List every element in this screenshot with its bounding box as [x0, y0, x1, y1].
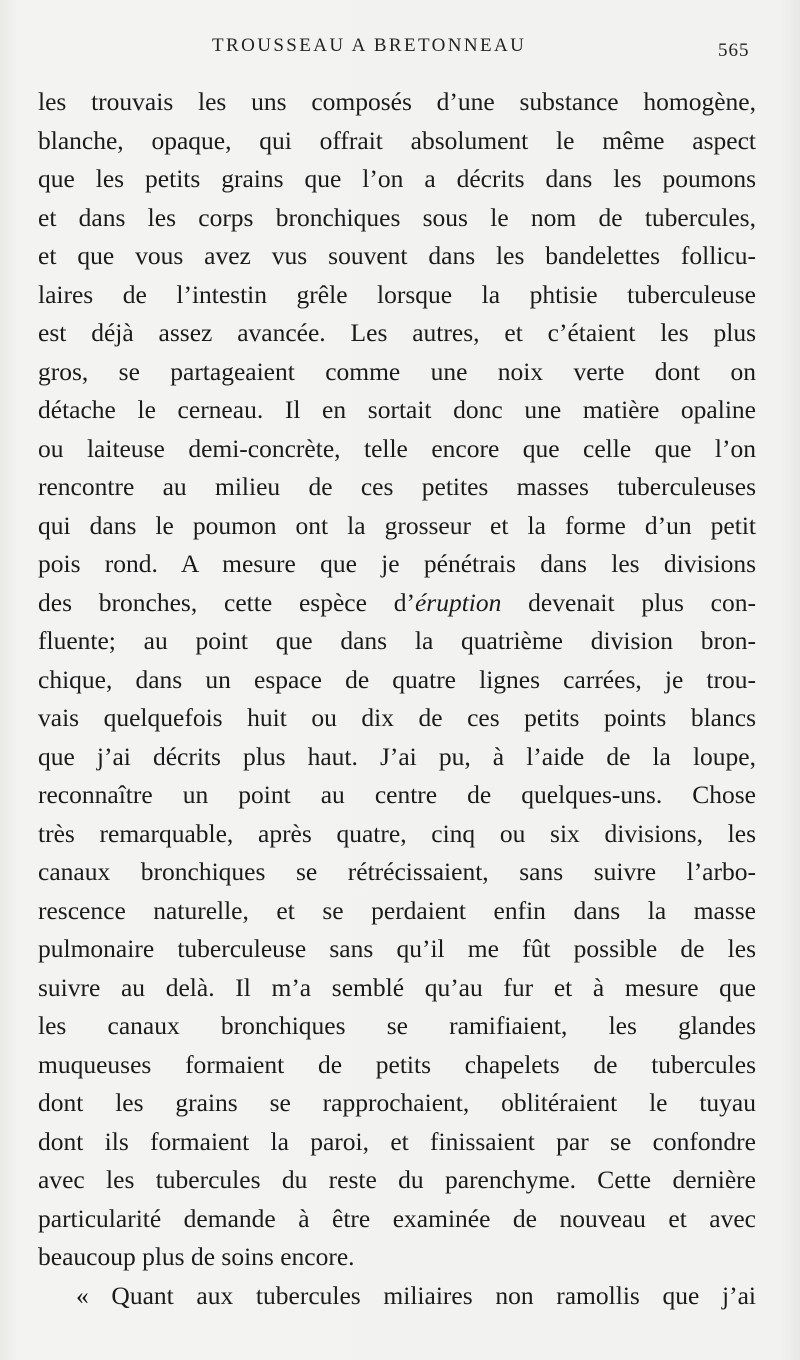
text-segment: des bronches, cette espèce d’: [38, 587, 415, 617]
text-line: dont les grains se rapprochaient, oblitéraient le tuyau: [38, 1088, 756, 1117]
text-line: chique, dans un espace de quatre lignes carrées, je trou-: [38, 664, 756, 694]
text-line: laires de l’intestin grêle lorsque la phtisie tuberculeuse: [38, 279, 756, 309]
text-line: et que vous avez vus souvent dans les bandelettes follicu-: [38, 241, 756, 270]
body-text: [38, 83, 756, 1315]
text-line: est déjà assez avancée. Les autres, et c’étaient les plus: [38, 318, 756, 347]
text-line-with-italic: [38, 584, 756, 623]
running-head-title: TROUSSEAU A BRETONNEAU: [212, 35, 527, 56]
text-line: particularité demande à être examinée de nouveau et avec: [38, 1203, 756, 1233]
text-line: que les petits grains que l’on a décrits dans les poumons: [38, 164, 756, 193]
text-line: les canaux bronchiques se ramifiaient, les glandes: [38, 1011, 756, 1040]
text-line: fluente; au point que dans la quatrième division bron-: [38, 626, 756, 655]
text-line: dont ils formaient la paroi, et finissaient par se confondre: [38, 1126, 756, 1156]
text-line: muqueuses formaient de petits chapelets de tubercules: [38, 1049, 756, 1079]
text-line: avec les tubercules du reste du parenchyme. Cette dernière: [38, 1165, 756, 1194]
text-line: vais quelquefois huit ou dix de ces petits points blancs: [38, 703, 756, 732]
text-line: très remarquable, après quatre, cinq ou six divisions, les: [38, 818, 756, 848]
text-line: ou laiteuse demi-concrète, telle encore que celle que l’on: [38, 433, 756, 463]
text-line: rescence naturelle, et se perdaient enfin dans la masse: [38, 895, 756, 925]
text-line: et dans les corps bronchiques sous le nom de tubercules,: [38, 202, 756, 232]
text-line: suivre au delà. Il m’a semblé qu’au fur et à mesure que: [38, 972, 756, 1002]
paragraph-end-line: beaucoup plus de soins encore.: [38, 1242, 355, 1271]
text-line: pois rond. A mesure que je pénétrais dans les divisions: [38, 549, 756, 578]
page-number: 565: [718, 40, 750, 61]
text-line: détache le cerneau. Il en sortait donc une matière opaline: [38, 395, 756, 424]
text-line: qui dans le poumon ont la grosseur et la forme d’un petit: [38, 510, 756, 540]
text-segment: devenait plus con-: [501, 587, 756, 617]
text-line: reconnaître un point au centre de quelques-uns. Chose: [38, 780, 756, 809]
italic-word: éruption: [414, 587, 502, 617]
text-line: blanche, opaque, qui offrait absolument le même aspect: [38, 125, 756, 155]
text-line: gros, se partageaient comme une noix verte dont on: [38, 356, 756, 386]
text-line: canaux bronchiques se rétrécissaient, sans suivre l’arbo-: [38, 857, 756, 886]
text-line: rencontre au milieu de ces petites masses tuberculeuses: [38, 472, 756, 501]
text-line: les trouvais les uns composés d’une substance homogène,: [38, 87, 756, 116]
text-line: que j’ai décrits plus haut. J’ai pu, à l’aide de la loupe,: [38, 741, 756, 771]
text-line: pulmonaire tuberculeuse sans qu’il me fût possible de les: [38, 934, 756, 963]
paragraph-start-line: « Quant aux tubercules miliaires non ramollis que j’ai: [76, 1280, 756, 1310]
